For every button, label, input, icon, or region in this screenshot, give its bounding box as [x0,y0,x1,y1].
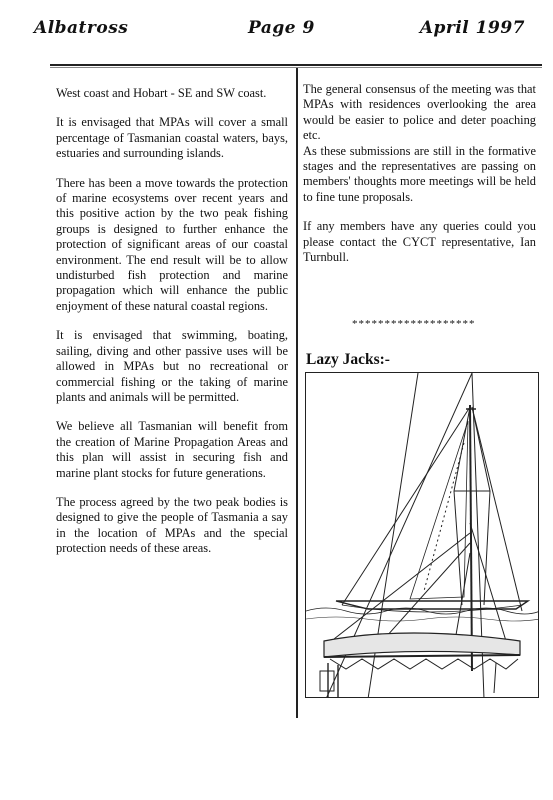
left-paragraph-5: We believe all Tasmanian will benefit from the creation of Marine Propagation Areas and this plan will assist in securing fish and marine plant stocks for future generations. [56,419,288,480]
left-column [56,86,288,571]
column-divider [296,68,298,718]
right-paragraph-2: As these submissions are still in the formative stages and the representatives are passing on members' thoughts more meetings will be held to fine tune proposals. [303,143,536,204]
left-paragraph-1: West coast and Hobart - SE and SW coast. [56,86,267,100]
left-paragraph-4: It is envisaged that swimming, boating, sailing, diving and other passive uses will be allowed in MPAs but no recreational or commercial fishing or the taking of marine plants and animals will be permitted. [56,328,288,404]
page-number: Page 9 [248,18,315,38]
right-paragraph-3: If any members have any queries could you please contact the CYCT representative, Ian Turnbull. [303,219,536,265]
left-paragraph-6: The process agreed by the two peak bodies is designed to give the people of Tasmania a say in the location of MPAs and the special protection needs of these areas. [56,494,288,556]
newsletter-name: Albatross [34,18,129,38]
header-rule [50,64,542,66]
left-paragraph-2: It is envisaged that MPAs will cover a small percentage of Tasmanian coastal waters, bays, estuaries and surrounding islands. [56,115,288,161]
right-column [303,82,536,279]
section-separator: ******************* [352,318,476,330]
left-paragraph-3: There has been a move towards the protection of marine ecosystems over recent years and this positive action by the two peak fishing groups is designed to further enhance the protection of significant areas of our coastal environment. The end result will be to allow undisturbed fish protection and marine propagation which will enhance the public enjoyment of these natural coastal regions. [56,175,288,313]
sailboat-drawing-icon [306,373,539,698]
page-header [0,0,553,70]
issue-date: April 1997 [419,18,525,38]
lazy-jacks-heading: Lazy Jacks:- [306,351,390,368]
right-paragraph-1: The general consensus of the meeting was that MPAs with residences overlooking the area would be easier to police and deter poaching etc. [303,82,536,143]
sailboat-lazy-jacks-illustration [305,372,539,698]
